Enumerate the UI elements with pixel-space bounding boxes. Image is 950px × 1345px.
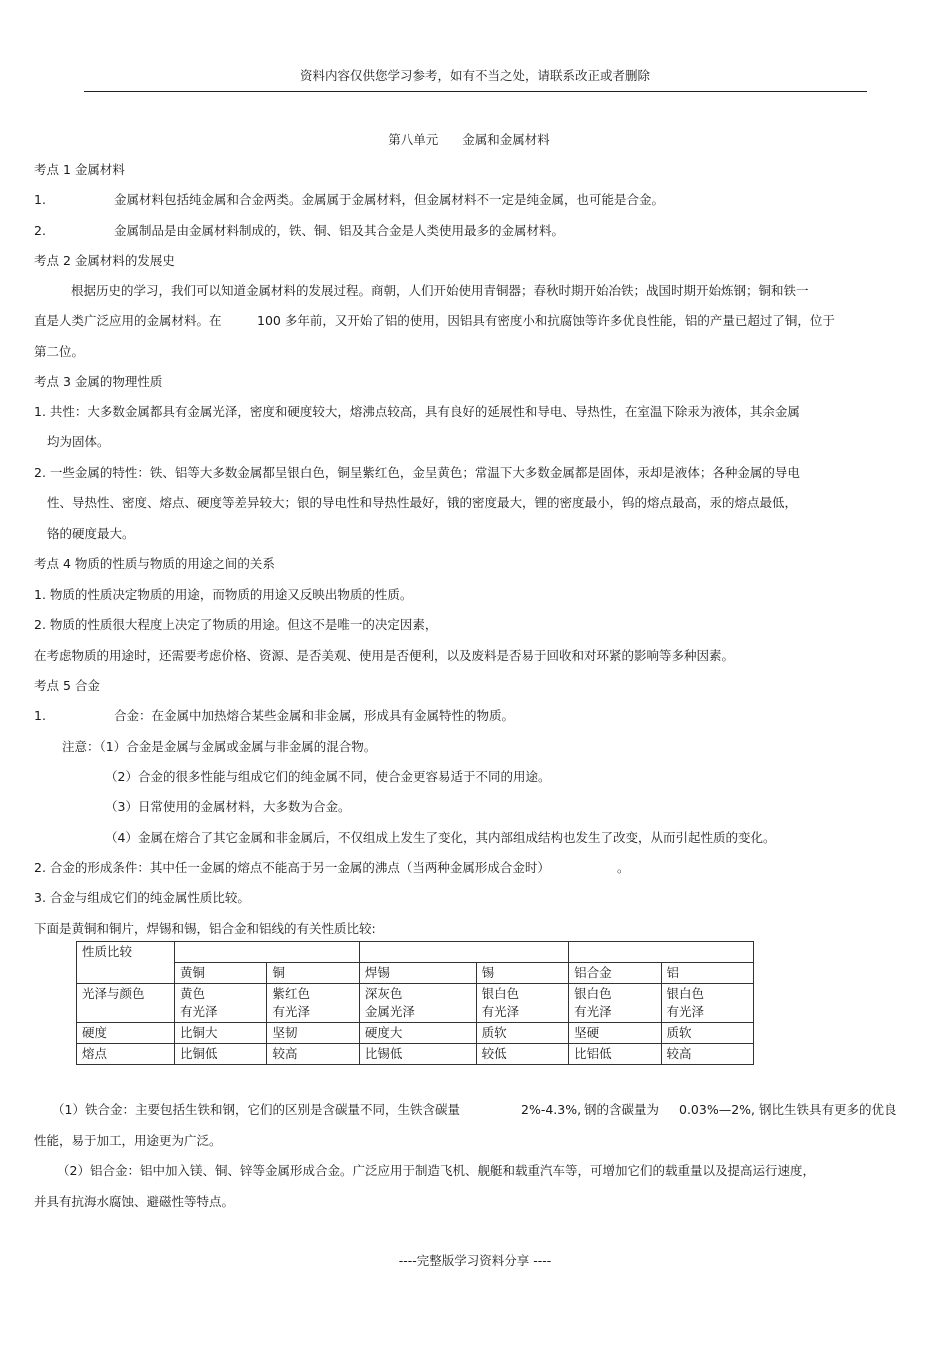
cell-line: 有光泽 [272, 1004, 310, 1019]
table-corner-cell: 性质比较 [77, 942, 175, 984]
s5-note-3: （3）日常使用的金属材料，大多数为合金。 [105, 799, 351, 814]
cell-line: 金属光泽 [364, 1004, 415, 1019]
s2-paragraph-line-3: 第二位。 [34, 344, 85, 359]
table-cell: 比铜大 [175, 1023, 267, 1044]
page-title [0, 132, 938, 148]
cell-line: 有光泽 [574, 1004, 612, 1019]
table-row [77, 1023, 754, 1044]
table-group-cell-1 [175, 942, 360, 963]
aluminum-alloy-line-2: 并具有抗海水腐蚀、避磁性等特点。 [34, 1194, 235, 1209]
table-cell: 较低 [476, 1044, 568, 1065]
iron-alloy-line-1c: 钢的含碳量为 [584, 1102, 660, 1117]
s1-item-2-num: 2. [34, 223, 46, 238]
s5-note-2: （2）合金的很多性能与组成它们的纯金属不同，使合金更容易适于不同的用途。 [105, 769, 551, 784]
cell-line: 有光泽 [180, 1004, 218, 1019]
s2-paragraph-line-2b: 100 多年前，又开始了铝的使用，因铝具有密度小和抗腐蚀等许多优良性能，铝的产量已超过了铜，位于 [257, 313, 835, 328]
table-group-cell-3 [569, 942, 754, 963]
cell-line: 银白色 [481, 986, 520, 1001]
row-label: 熔点 [77, 1044, 175, 1065]
table-cell: 比铜低 [175, 1044, 267, 1065]
cell-line: 银白色 [666, 986, 705, 1001]
s3-item-2-line-2: 性、导热性、密度、熔点、硬度等差异较大；银的导电性和导热性最好，锇的密度最大，锂的密度最小，钨的熔点最高，汞的熔点最低， [47, 495, 798, 510]
cell-line: 深灰色 [364, 986, 403, 1001]
section-heading-1: 考点 1 金属材料 [34, 162, 125, 177]
cell-line: 黄色 [180, 986, 206, 1001]
column-header: 铜 [267, 963, 359, 984]
s5-item-2-end: 。 [617, 860, 630, 875]
page-footer: ----完整版学习资料分享 ---- [398, 1253, 552, 1268]
iron-alloy-line-1a: （1）铁合金：主要包括生铁和钢，它们的区别是含碳量不同，生铁含碳量 [52, 1102, 460, 1117]
table-intro: 下面是黄铜和铜片，焊锡和锡，铝合金和铝线的有关性质比较: [34, 921, 376, 936]
iron-alloy-pig-iron-carbon: 2%-4.3%, [521, 1102, 582, 1117]
row-label: 光泽与颜色 [77, 984, 175, 1023]
table-cell: 较高 [661, 1044, 753, 1065]
alloy-comparison-table [76, 941, 754, 1065]
table-row [77, 984, 754, 1023]
s3-item-1-line-1: 1. 共性：大多数金属都具有金属光泽，密度和硬度较大，熔沸点较高，具有良好的延展性和导电、导热性，在室温下除汞为液体，其余金属 [34, 404, 800, 419]
table-cell [661, 984, 753, 1023]
s5-item-2: 2. 合金的形成条件：其中任一金属的熔点不能高于另一金属的沸点（当两种金属形成合金时） [34, 860, 550, 875]
s4-item-2: 2. 物质的性质很大程度上决定了物质的用途。但这不是唯一的决定因素， [34, 617, 438, 632]
s5-item-1-num: 1. [34, 708, 46, 723]
column-header: 铝 [661, 963, 753, 984]
cell-line: 有光泽 [666, 1004, 705, 1019]
table-cell: 质软 [476, 1023, 568, 1044]
s3-item-1-line-2: 均为固体。 [47, 434, 110, 449]
section-heading-3: 考点 3 金属的物理性质 [34, 374, 163, 389]
table-cell: 比铝低 [569, 1044, 661, 1065]
table-cell: 坚韧 [267, 1023, 359, 1044]
cell-line: 有光泽 [481, 1004, 520, 1019]
s5-note-1: 注意：（1）合金是金属与金属或金属与非金属的混合物。 [62, 739, 377, 754]
unit-topic: 金属和金属材料 [462, 132, 550, 147]
s4-item-1: 1. 物质的性质决定物质的用途，而物质的用途又反映出物质的性质。 [34, 587, 413, 602]
iron-alloy-line-1e: 钢比生铁具有更多的优良 [759, 1102, 897, 1117]
table-cell [175, 984, 267, 1023]
table-cell [359, 984, 476, 1023]
s3-item-2-line-1: 2. 一些金属的特性：铁、铝等大多数金属都呈银白色，铜呈紫红色，金呈黄色；常温下大多数金属都是固体，汞却是液体；各种金属的导电 [34, 465, 800, 480]
table-group-cell-2 [359, 942, 568, 963]
unit-label: 第八单元 [388, 132, 439, 147]
table-cell: 质软 [661, 1023, 753, 1044]
table-cell: 较高 [267, 1044, 359, 1065]
iron-alloy-steel-carbon: 0.03%—2%, [679, 1102, 756, 1117]
column-header: 焊锡 [359, 963, 476, 984]
s5-item-3: 3. 合金与组成它们的纯金属性质比较。 [34, 890, 250, 905]
table-cell: 比锡低 [359, 1044, 476, 1065]
header-divider [84, 91, 867, 92]
column-header: 铝合金 [569, 963, 661, 984]
section-heading-4: 考点 4 物质的性质与物质的用途之间的关系 [34, 556, 275, 571]
row-label: 硬度 [77, 1023, 175, 1044]
column-header: 黄铜 [175, 963, 267, 984]
s2-paragraph-line-2a: 直是人类广泛应用的金属材料。在 [34, 313, 222, 328]
table-cell: 坚硬 [569, 1023, 661, 1044]
s1-item-2-text: 金属制品是由金属材料制成的，铁、铜、铝及其合金是人类使用最多的金属材料。 [114, 223, 565, 238]
table-cell [476, 984, 568, 1023]
cell-line: 紫红色 [272, 986, 310, 1001]
s4-item-2-continued: 在考虑物质的用途时，还需要考虑价格、资源、是否美观、使用是否便利，以及废料是否易于回收和对环紧的影响等多种因素。 [34, 648, 735, 663]
table-cell: 硬度大 [359, 1023, 476, 1044]
column-header: 锡 [476, 963, 568, 984]
s3-item-2-line-3: 铬的硬度最大。 [47, 526, 135, 541]
page-header: 资料内容仅供您学习参考，如有不当之处，请联系改正或者删除 [299, 68, 650, 83]
section-heading-5: 考点 5 合金 [34, 678, 100, 693]
table-cell [267, 984, 359, 1023]
s2-paragraph-line-1: 根据历史的学习，我们可以知道金属材料的发展过程。商朝，人们开始使用青铜器；春秋时期开始冶铁；战国时期开始炼钢；铜和铁一 [71, 283, 809, 298]
cell-line: 银白色 [574, 986, 612, 1001]
s1-item-1-text: 金属材料包括纯金属和合金两类。金属属于金属材料，但金属材料不一定是纯金属，也可能是合金。 [114, 192, 665, 207]
s5-item-1-text: 合金：在金属中加热熔合某些金属和非金属，形成具有金属特性的物质。 [114, 708, 515, 723]
table-group-row [77, 942, 754, 963]
table-row [77, 1044, 754, 1065]
s5-note-4: （4）金属在熔合了其它金属和非金属后，不仅组成上发生了变化，其内部组成结构也发生了改变，从而引起性质的变化。 [105, 830, 776, 845]
iron-alloy-line-2: 性能，易于加工，用途更为广泛。 [34, 1133, 222, 1148]
section-heading-2: 考点 2 金属材料的发展史 [34, 253, 175, 268]
table-cell [569, 984, 661, 1023]
s1-item-1-num: 1. [34, 192, 46, 207]
aluminum-alloy-line-1: （2）铝合金：铝中加入镁、铜、锌等金属形成合金。广泛应用于制造飞机、舰艇和载重汽车等，可增加它们的载重量以及提高运行速度， [57, 1163, 815, 1178]
table-header-row [77, 963, 754, 984]
